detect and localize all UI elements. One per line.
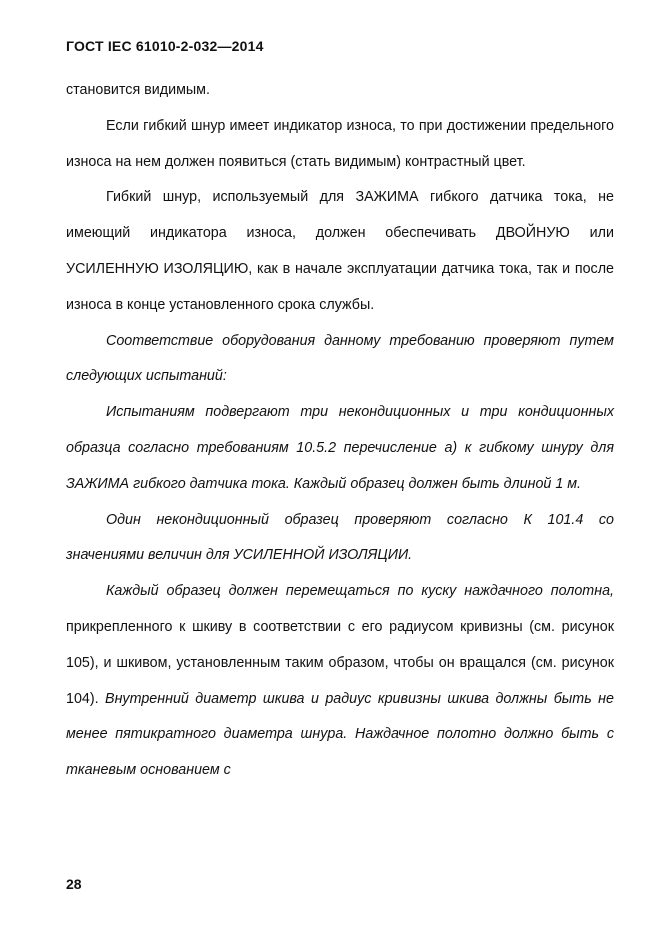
paragraph-test-samples: Испытаниям подвергают три некондиционных и три кондиционных образца согласно требованиям 10.5.2 перечисление а) к гибкому шнуру для ЗАЖИМА гибкого датчика тока. Каждый образец должен быть длиной 1 м. [66, 404, 614, 492]
abrasion-text-italic-1: Каждый образец должен перемещаться по куску наждачного полотна, [106, 583, 614, 600]
page-number: 28 [66, 876, 82, 892]
document-header: ГОСТ IEC 61010-2-032—2014 [66, 38, 264, 54]
abrasion-text-regular: прикрепленного к шкиву в соответствии с его радиусом кривизны (см. рисунок 105), и шкивом, установленным таким образом, чтобы он вращался (см. рисунок 104). [66, 618, 614, 707]
paragraph-wear-indicator: Если гибкий шнур имеет индикатор износа, то при достижении предельного износа на нем должен появиться (стать видимым) контрастный цвет. [66, 117, 614, 170]
paragraph-continuation: становится видимым. [66, 82, 210, 98]
page-body [66, 73, 614, 789]
paragraph-abrasion-test [66, 574, 614, 789]
abrasion-text-italic-3: Наждачное полотно должно быть с тканевым основанием с [66, 726, 614, 779]
abrasion-text-italic-2: Внутренний диаметр шкива и радиус кривизны шкива должны быть не менее пятикратного диаметра шнура. [66, 690, 614, 743]
paragraph-unconditioned-test: Один некондиционный образец проверяют согласно К 101.4 со значениями величин для УСИЛЕННОЙ ИЗОЛЯЦИИ. [66, 511, 614, 564]
paragraph-insulation: Гибкий шнур, используемый для ЗАЖИМА гибкого датчика тока, не имеющий индикатора износа, должен обеспечивать ДВОЙНУЮ или УСИЛЕННУЮ ИЗОЛЯЦИЮ, как в начале эксплуатации датчика тока, так и после износа в конце установленного срока службы. [66, 189, 614, 313]
paragraph-compliance: Соответствие оборудования данному требованию проверяют путем следующих испытаний: [66, 332, 614, 385]
